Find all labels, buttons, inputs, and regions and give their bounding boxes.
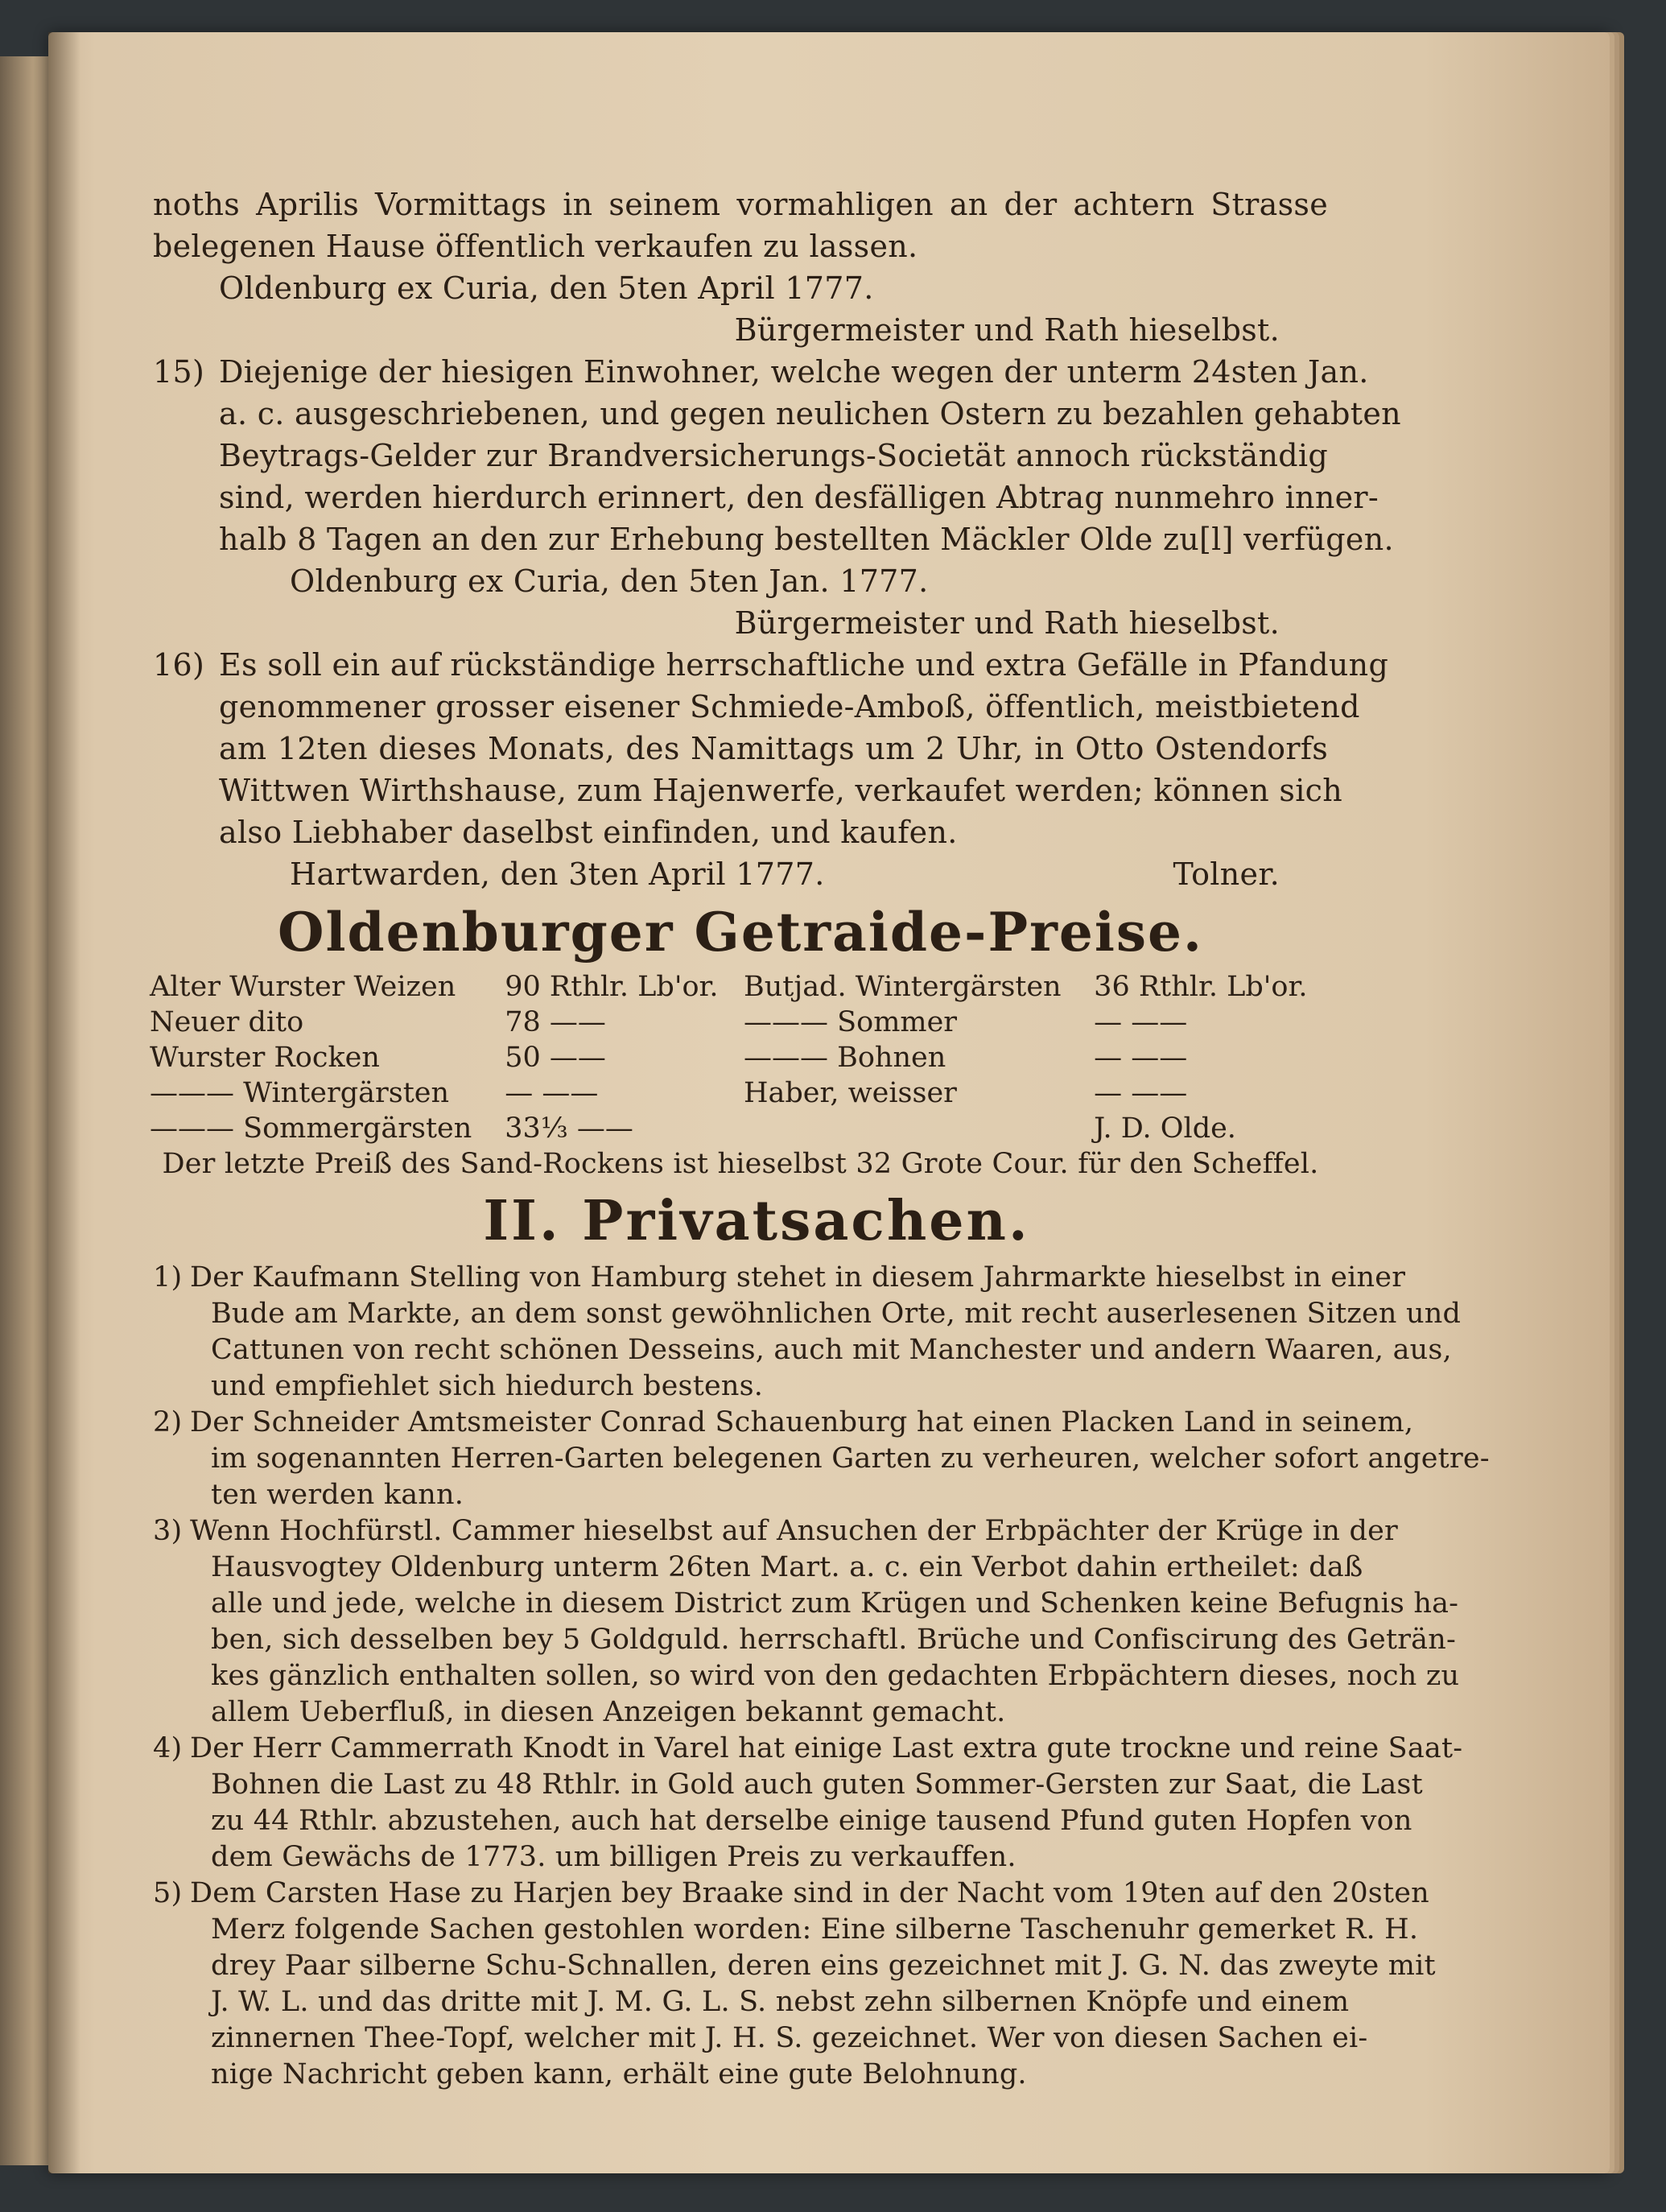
price-note: Der letzte Preiß des Sand-Rockens ist hieselbst 32 Grote Cour. für den Scheffel.: [162, 1148, 1319, 1180]
grain-prices-heading: Oldenburger Getraide-Preise.: [277, 901, 1204, 964]
continued-line: belegenen Hause öffentlich verkaufen zu lassen.: [153, 229, 918, 264]
page-gutter-shadow: [48, 32, 80, 2173]
notice-signature: Tolner.: [1173, 856, 1280, 892]
continued-line: noths Aprilis Vormittags in seinem vormahligen an der achtern Strasse: [153, 187, 1328, 222]
notice-15-line: sind, werden hierdurch erinnert, den desfälligen Abtrag nunmehro inner-: [219, 480, 1379, 515]
private-notice-3: 3) Wenn Hochfürstl. Cammer hieselbst auf Ansuchen der Erbpächter der Krüge in der Hausvogtey Oldenburg unterm 26ten Mart. a. c. ein Verbot dahin ertheilet: daß alle und jede, welche in diesem District zum Krügen und Schenken keine Befugnis ha- ben, sich desselben bey 5 Goldguld. herrschaftl. Brüche und Confiscirung des Geträn- kes gänzlich enthalten sollen, so wird von den gedachten Erbpächtern dieses, noch zu allem Ueberfluß, in diesen Anzeigen bekannt gemacht.: [153, 1515, 1460, 1728]
notice-15-line: halb 8 Tagen an den zur Erhebung bestellten Mäckler Olde zu[l] verfügen.: [219, 522, 1394, 557]
notice-number: 3): [153, 1515, 183, 1547]
notice-15-line: a. c. ausgeschriebenen, und gegen neulichen Ostern zu bezahlen gehabten: [219, 396, 1401, 431]
grain-price-table: [145, 969, 1328, 1146]
notice-16-line: Wittwen Wirthshause, zum Hajenwerfe, verkaufet werden; können sich: [219, 773, 1343, 808]
table-row: Wurster Rocken 50 —— ——— Bohnen — ——: [150, 1042, 1188, 1074]
private-notice-4: 4) Der Herr Cammerrath Knodt in Varel hat einige Last extra gute trockne und reine Saat- Bohnen die Last zu 48 Rthlr. in Gold auch guten Sommer-Gersten zur Saat, die Last zu 44 Rthlr. abzustehen, auch hat derselbe einige tausend Pfund guten Hopfen von dem Gewächs de 1773. um billigen Preis zu verkauffen.: [153, 1732, 1463, 1873]
notice-place-date: Oldenburg ex Curia, den 5ten Jan. 1777.: [290, 563, 929, 599]
private-notice-1: 1) Der Kaufmann Stelling von Hamburg stehet in diesem Jahrmarkte hieselbst in einer Bude am Markte, an dem sonst gewöhnlichen Orte, mit recht auserlesenen Sitzen und Cattunen von recht schönen Desseins, auch mit Manchester und andern Waaren, aus, und empfiehlet sich hiedurch bestens.: [153, 1261, 1462, 1402]
section-heading: II. Privatsachen.: [483, 1189, 1030, 1253]
notice-15-line: Beytrags-Gelder zur Brandversicherungs-Societät annoch rückständig: [219, 438, 1328, 473]
notice-16-line: am 12ten dieses Monats, des Namittags um 2 Uhr, in Otto Ostendorfs: [219, 731, 1328, 766]
private-notice-5: 5) Dem Carsten Hase zu Harjen bey Braake sind in der Nacht vom 19ten auf den 20sten Merz folgende Sachen gestohlen worden: Eine silberne Taschenuhr gemerket R. H. drey Paar silberne Schu-Schnallen, deren eins gezeichnet mit J. G. N. das zweyte mit J. W. L. und das dritte mit J. M. G. L. S. nebst zehn silbernen Knöpfe und einem zinnernen Thee-Topf, welcher mit J. H. S. gezeichnet. Wer von diesen Sachen ei- nige Nachricht geben kann, erhält eine gute Belohnung.: [153, 1877, 1436, 2090]
notice-16-line: genommener grosser eisener Schmiede-Amboß, öffentlich, meistbietend: [219, 689, 1360, 724]
table-row: Alter Wurster Weizen 90 Rthlr. Lb'or. Butjad. Wintergärsten 36 Rthlr. Lb'or.: [150, 971, 1308, 1003]
notice-16-line: 16) Es soll ein auf rückständige herrschaftliche und extra Gefälle in Pfandung: [153, 644, 1328, 686]
notice-16-line: also Liebhaber daselbst einfinden, und kaufen.: [219, 815, 958, 850]
notice-number: 15): [153, 354, 205, 390]
text-column: [150, 184, 1490, 2093]
notice-number: 1): [153, 1261, 183, 1294]
notice-number: 2): [153, 1406, 183, 1438]
notice-signature: Bürgermeister und Rath hieselbst.: [734, 605, 1280, 641]
notice-number: 4): [153, 1732, 183, 1764]
table-row: Neuer dito 78 —— ——— Sommer — ——: [150, 1006, 1188, 1038]
notice-place-date: Oldenburg ex Curia, den 5ten April 1777.: [219, 270, 874, 306]
table-row: ——— Wintergärsten — —— Haber, weisser — ——: [150, 1077, 1188, 1109]
private-notice-2: 2) Der Schneider Amtsmeister Conrad Schauenburg hat einen Placken Land in seinem, im sogenannten Herren-Garten belegenen Garten zu verheuren, welcher sofort angetre- ten werden kann.: [153, 1406, 1490, 1511]
notice-place-date: Hartwarden, den 3ten April 1777. Tolner.: [153, 853, 1328, 895]
notice-signature: Bürgermeister und Rath hieselbst.: [734, 312, 1280, 348]
notice-number: 5): [153, 1877, 183, 1909]
table-row: ——— Sommergärsten 33⅓ —— J. D. Olde.: [150, 1112, 1236, 1145]
notice-15-line: 15) Diejenige der hiesigen Einwohner, welche wegen der unterm 24sten Jan.: [153, 351, 1328, 393]
notice-number: 16): [153, 647, 205, 683]
